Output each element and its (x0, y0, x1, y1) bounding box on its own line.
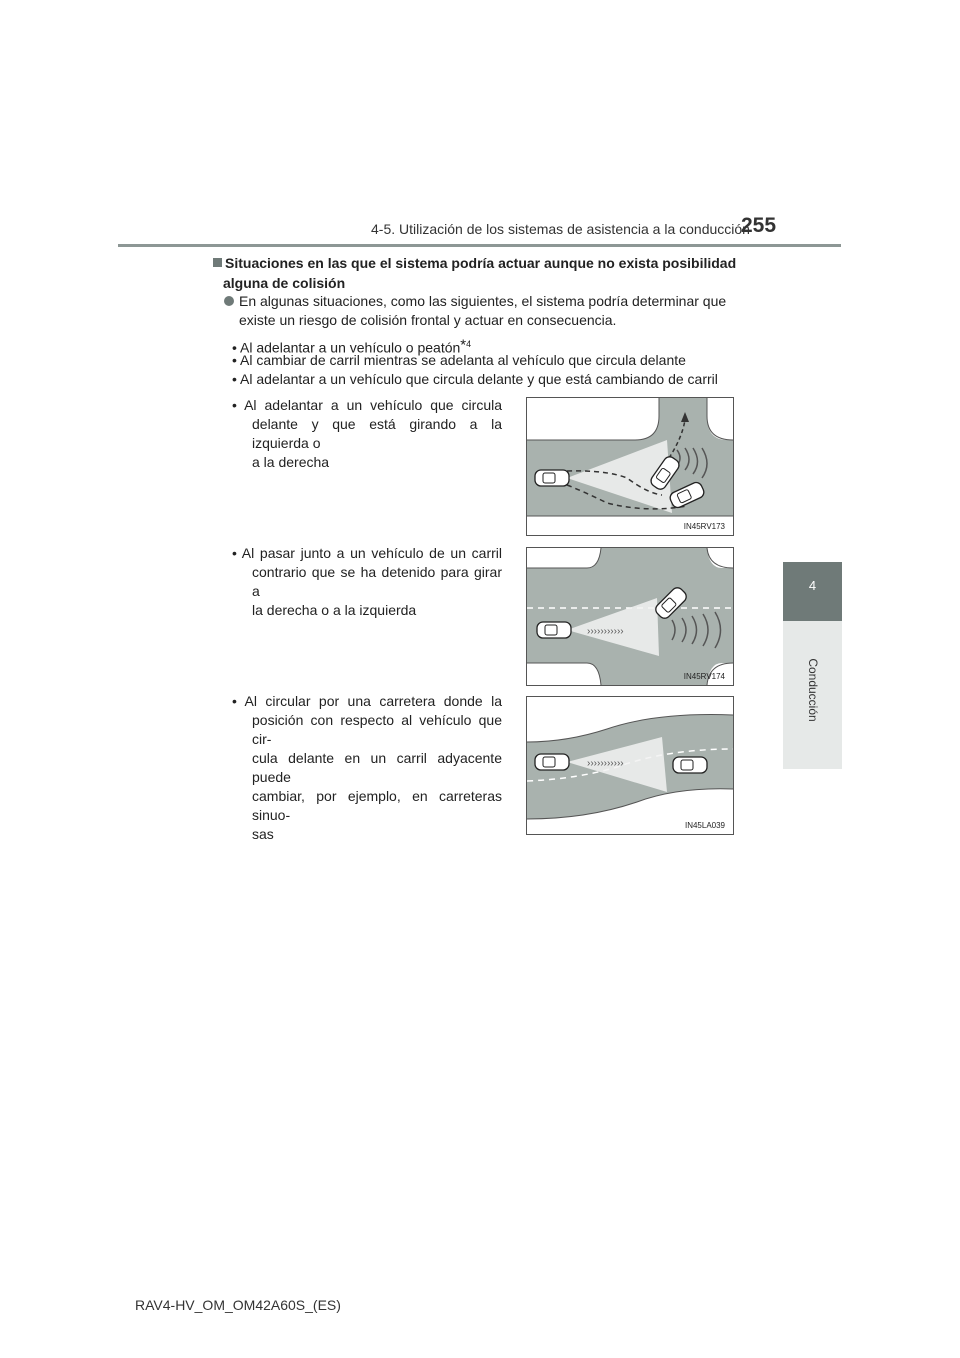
header-rule (118, 244, 841, 247)
bullet-line: • Al adelantar a un vehículo que circula (232, 397, 502, 413)
footnote-number: 4 (466, 339, 472, 349)
figure-code: IN45RV174 (683, 672, 725, 681)
bullet-text: • Al adelantar a un vehículo o peatón (232, 339, 461, 356)
bullet-line: sas (252, 826, 274, 842)
svg-text:›››››››››››: ››››››››››› (587, 758, 624, 769)
paragraph-line-1: En algunas situaciones, como las siguientes, el sistema podría determinar que (239, 293, 727, 309)
page-number: 255 (741, 214, 777, 237)
bullet-line: • Al pasar junto a un vehículo de un carril (232, 545, 502, 561)
bullet-line: a la derecha (252, 454, 330, 470)
bullet-line: cula delante en un carril adyacente puede (252, 750, 502, 785)
heading-line-2: alguna de colisión (223, 275, 346, 291)
bullet-line: delante y que está girando a la izquierda o (252, 416, 502, 451)
winding-road-illustration (527, 697, 733, 834)
section-heading (213, 253, 748, 293)
figure-winding-road (526, 696, 734, 835)
intersection-illustration (527, 548, 733, 685)
square-bullet-icon (213, 258, 222, 267)
bullet-line: la derecha o a la izquierda (252, 602, 417, 618)
bullet-line: cambiar, por ejemplo, en carreteras sinuo- (252, 788, 502, 823)
chapter-number: 4 (808, 578, 817, 593)
figure-code: IN45LA039 (684, 821, 725, 830)
section-title: 4-5. Utilización de los sistemas de asistencia a la conducción (371, 221, 750, 237)
bullet-changing-lane: • Al adelantar a un vehículo que circula delante y que está cambiando de carril (232, 371, 718, 387)
bullet-line: contrario que se ha detenido para girar a (252, 564, 502, 599)
svg-text:›››››››››››: ››››››››››› (587, 626, 624, 637)
figure-turning-vehicle (526, 397, 734, 536)
figure-oncoming-vehicle (526, 547, 734, 686)
turning-illustration (527, 398, 733, 535)
circle-bullet-icon (224, 296, 234, 306)
chapter-label: Conducción (806, 658, 820, 722)
figure-code: IN45RV173 (683, 522, 725, 531)
bullet-winding-road (232, 692, 502, 844)
bullet-lane-change: • Al cambiar de carril mientras se adelanta al vehículo que circula delante (232, 352, 686, 368)
bullet-line: • Al circular por una carretera donde la (232, 693, 502, 709)
manual-code: RAV4-HV_OM_OM42A60S_(ES) (135, 1297, 341, 1313)
bullet-line: posición con respecto al vehículo que cir- (252, 712, 502, 747)
bullet-oncoming-stopped (232, 544, 502, 620)
paragraph-line-2: existe un riesgo de colisión frontal y actuar en consecuencia. (239, 312, 617, 328)
footnote-star: * (460, 336, 467, 354)
intro-paragraph (224, 292, 748, 330)
heading-line-1: Situaciones en las que el sistema podría actuar aunque no exista posibilidad (225, 255, 737, 271)
bullet-turning (232, 396, 502, 472)
